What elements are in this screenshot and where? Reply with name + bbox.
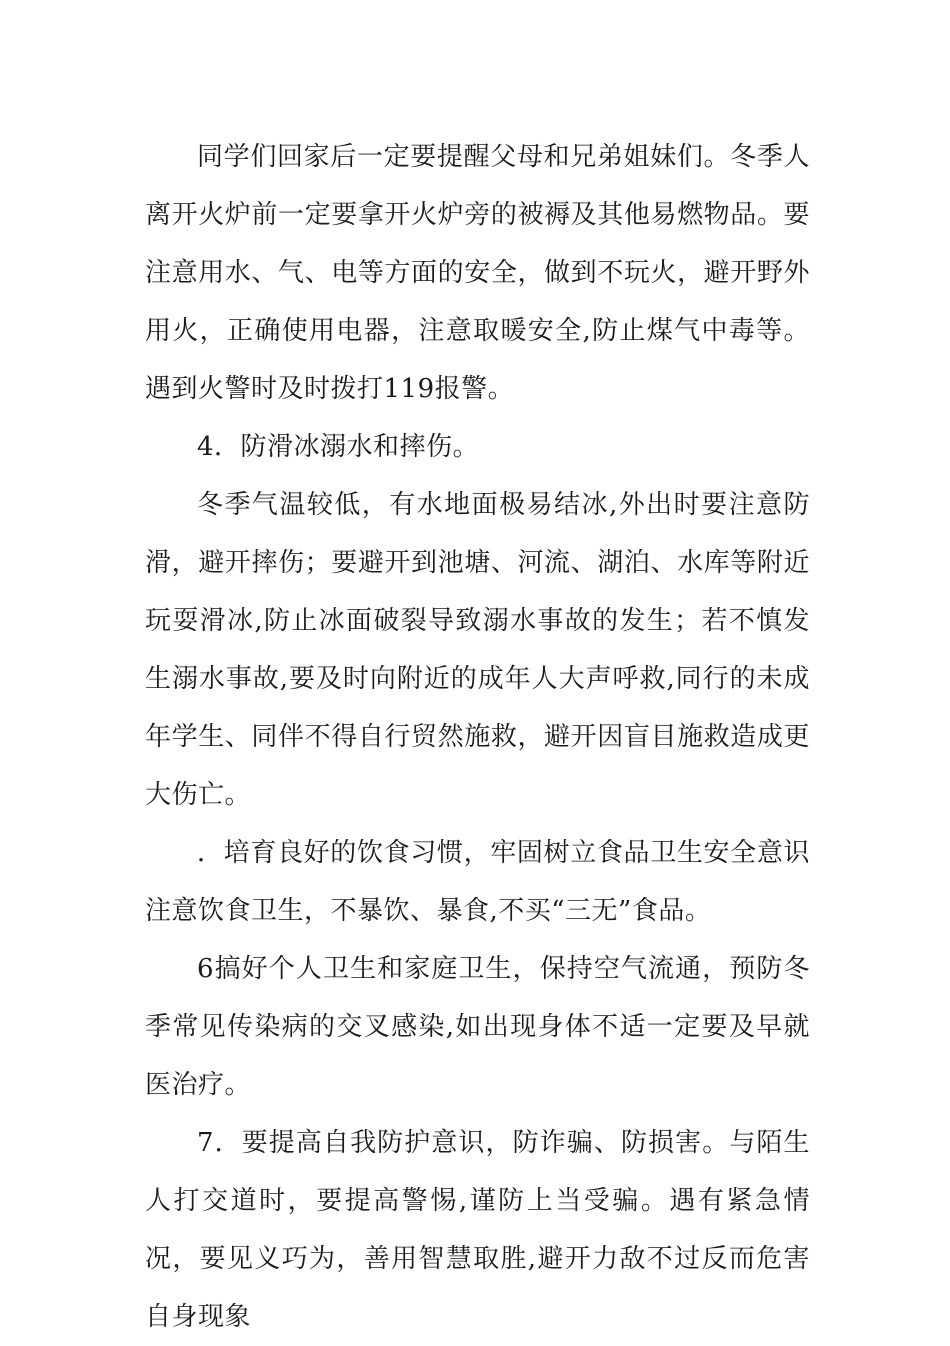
document-body bbox=[145, 128, 810, 1346]
paragraph-hygiene: 6搞好个人卫生和家庭卫生，保持空气流通，预防冬季常见传染病的交叉感染,如出现身体不适一定要及早就医治疗。 bbox=[145, 954, 810, 1100]
paragraph-ice-drowning: 冬季气温较低，有水地面极易结冰,外出时要注意防滑，避开摔伤；要避开到池塘、河流、湖泊、水库等附近玩耍滑冰,防止冰面破裂导致溺水事故的发生；若不慎发生溺水事故,要及时向附近的成年人大声呼救,同行的未成年学生、同伴不得自行贸然施救，避开因盲目施救造成更大伤亡。 bbox=[145, 490, 810, 810]
paragraph-fire-safety: 同学们回家后一定要提醒父母和兄弟姐妹们。冬季人离开火炉前一定要拿开火炉旁的被褥及其他易燃物品。要注意用水、气、电等方面的安全，做到不玩火，避开野外用火，正确使用电器，注意取暖安全,防止煤气中毒等。遇到火警时及时拨打119报警。 bbox=[145, 142, 810, 404]
paragraph-food-safety: ．培育良好的饮食习惯，牢固树立食品卫生安全意识注意饮食卫生，不暴饮、暴食,不买“三无”食品。 bbox=[145, 838, 810, 926]
paragraph-self-protection: 7．要提高自我防护意识，防诈骗、防损害。与陌生人打交道时，要提高警惕,谨防上当受骗。遇有紧急情况，要见义巧为，善用智慧取胜,避开力敌不过反而危害自身现象 bbox=[145, 1128, 810, 1332]
heading-ice-drowning: 4．防滑冰溺水和摔伤。 bbox=[197, 432, 480, 462]
